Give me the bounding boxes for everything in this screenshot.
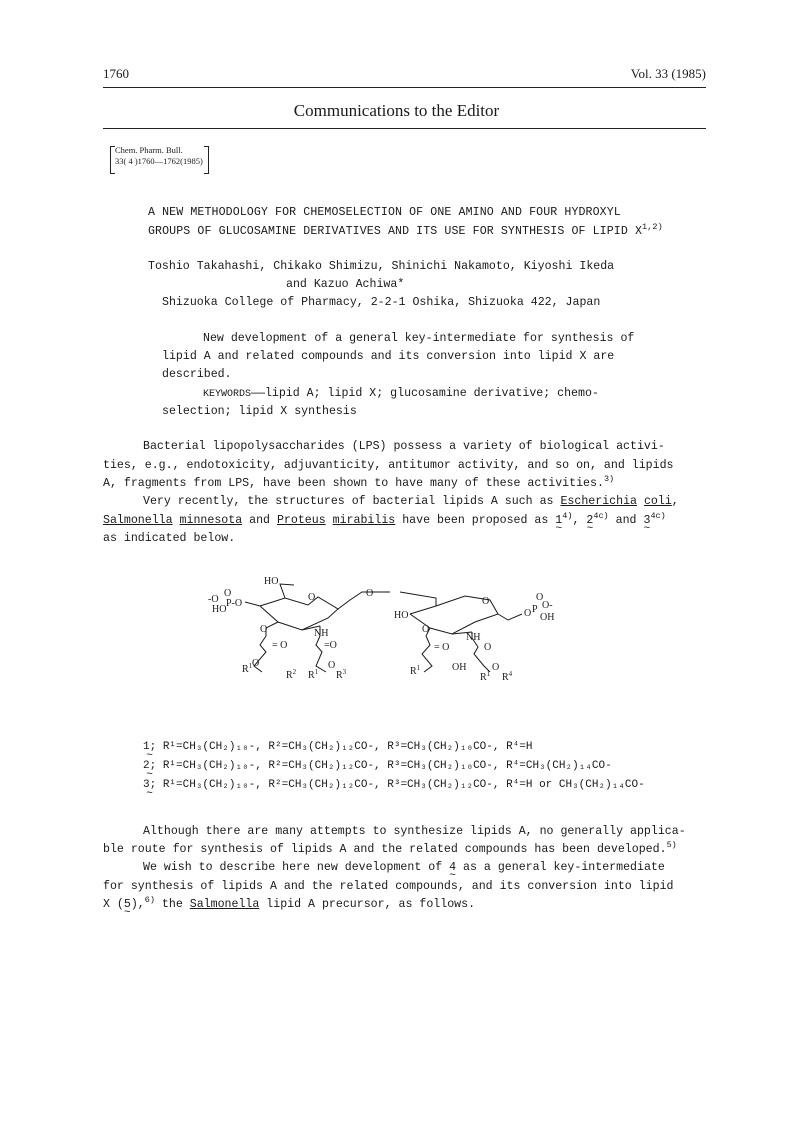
para4-line2: for synthesis of lipids A and the related compounds, and its conversion into lipid xyxy=(103,880,674,893)
compound-1: 1 ~ xyxy=(555,514,562,527)
affiliation: Shizuoka College of Pharmacy, 2-2-1 Oshika, Shizuoka 422, Japan xyxy=(162,296,601,309)
label-oxygen: O xyxy=(524,608,532,619)
compound-def-2 xyxy=(143,760,612,772)
label-r: R xyxy=(410,666,417,677)
citation-journal: Chem. Pharm. Bull. xyxy=(115,145,183,155)
title-ref: 1,2) xyxy=(642,222,663,232)
label-ho: HO xyxy=(212,604,227,615)
comma: , xyxy=(671,495,679,508)
svg-text:R1 xyxy=(308,668,319,681)
label-r: R xyxy=(308,670,315,681)
para3-line1: Although there are many attempts to synthesize lipids A, no generally applica- xyxy=(143,825,686,838)
para2-line3: as indicated below. xyxy=(103,532,236,545)
article-title-line1: A NEW METHODOLOGY FOR CHEMOSELECTION OF ONE AMINO AND FOUR HYDROXYL xyxy=(148,206,621,219)
compound-5: 5 ~ xyxy=(124,898,131,911)
space xyxy=(326,514,333,527)
section-title: Communications to the Editor xyxy=(293,101,500,120)
authors-line2: and Kazuo Achiwa* xyxy=(286,278,405,291)
label-oxygen: O xyxy=(492,662,500,673)
svg-text:R4 xyxy=(502,670,513,682)
label-r: R xyxy=(480,672,487,682)
para1-line2: ties, e.g., endotoxicity, adjuvanticity, antitumor activity, and so on, and lipids xyxy=(103,459,674,472)
keywords-line2: selection; lipid X synthesis xyxy=(162,405,357,418)
keywords-label: KEYWORDS xyxy=(203,389,252,400)
structure-bonds xyxy=(245,584,522,672)
label-sup: 3 xyxy=(342,668,347,676)
label-oxygen: O xyxy=(422,624,430,635)
label-sup: 2 xyxy=(292,668,297,676)
text: ), xyxy=(130,898,145,911)
compound-3: 3 ~ xyxy=(643,514,650,527)
citation-block xyxy=(112,145,206,167)
label-ho: HO xyxy=(264,576,279,587)
compound-formula: R¹=CH₃(CH₂)₁₀-, R²=CH₃(CH₂)₁₂CO-, R³=CH₃(CH₂)₁₂CO-, R⁴=H or CH₃(CH₂)₁₄CO- xyxy=(162,779,645,791)
label-oxide: O- xyxy=(542,600,553,611)
keywords-dash: —— xyxy=(251,387,265,400)
space xyxy=(173,514,180,527)
compound-def-3 xyxy=(143,779,645,791)
para3-ref: 5) xyxy=(666,840,677,850)
label-sup: 4 xyxy=(508,670,513,678)
page-number: 1760 xyxy=(103,66,129,81)
label-oxygen: O xyxy=(252,658,260,669)
label-carbonyl: =O xyxy=(324,640,337,651)
text: the xyxy=(154,898,190,911)
header-rule-top xyxy=(103,87,706,88)
para2-t1: Very recently, the structures of bacterial lipids A such as xyxy=(143,495,561,508)
label-oxygen: O xyxy=(260,624,268,635)
compound-number: 2; ~ xyxy=(143,760,156,772)
para4-line1 xyxy=(143,861,665,874)
abstract-line2: lipid A and related compounds and its conversion into lipid X are xyxy=(162,350,615,363)
genus-escherichia: Escherichia xyxy=(560,495,637,508)
label-oxide: -O xyxy=(208,594,219,605)
para2-line2 xyxy=(103,511,666,527)
text: X ( xyxy=(103,898,124,911)
lipid-a-structure xyxy=(190,572,590,682)
genus-proteus: Proteus xyxy=(276,514,326,527)
bracket-right xyxy=(204,146,209,174)
label-r: R xyxy=(286,670,293,681)
ref-4c: 4c) xyxy=(593,511,609,521)
label-carbonyl: O xyxy=(484,642,492,653)
para3-line2 xyxy=(103,840,677,856)
volume-label: Vol. 33 (1985) xyxy=(630,66,706,81)
ref-4: 4) xyxy=(562,511,573,521)
label-carbonyl: = O xyxy=(272,640,288,651)
compound-2: 2 ~ xyxy=(586,514,593,527)
para1-text: A, fragments from LPS, have been shown to have many of these activities. xyxy=(103,477,604,490)
label-phosphorus: P xyxy=(532,604,538,615)
compound-formula: R¹=CH₃(CH₂)₁₀-, R²=CH₃(CH₂)₁₂CO-, R³=CH₃(CH₂)₁₀CO-, R⁴=CH₃(CH₂)₁₄CO- xyxy=(162,760,612,772)
svg-text:R2 xyxy=(286,668,297,681)
compound-def-1 xyxy=(143,741,532,753)
label-oh: OH xyxy=(452,662,467,673)
authors-line1: Toshio Takahashi, Chikako Shimizu, Shinichi Nakamoto, Kiyoshi Ikeda xyxy=(148,260,615,273)
abstract-line3: described. xyxy=(162,368,232,381)
compound-number: 3; ~ xyxy=(143,779,156,791)
genus-salmonella: Salmonella xyxy=(189,898,260,911)
label-sup: 1 xyxy=(486,670,491,678)
keywords-line1 xyxy=(203,387,599,400)
para3-text: ble route for synthesis of lipids A and the related compounds has been developed. xyxy=(103,843,667,856)
svg-text:R1 xyxy=(410,664,421,677)
text: as a general key-intermediate xyxy=(456,861,665,874)
header-rule-bottom xyxy=(103,128,706,129)
label-sup: 1 xyxy=(248,662,253,670)
keywords-text: lipid A; lipid X; glucosamine derivative; chemo- xyxy=(264,387,599,400)
label-ho: HO xyxy=(394,610,409,621)
space xyxy=(637,495,644,508)
label-oxygen: O xyxy=(328,660,336,671)
genus-salmonella: Salmonella xyxy=(103,514,173,527)
article-title-line2 xyxy=(148,222,663,238)
label-oxygen: O xyxy=(536,592,544,603)
svg-text:R1 xyxy=(480,670,491,682)
citation-ref: 33( 4 )1760—1762(1985) xyxy=(115,156,203,166)
para1-line1: Bacterial lipopolysaccharides (LPS) possess a variety of biological activi- xyxy=(143,440,665,453)
ref-4c: 4c) xyxy=(650,511,666,521)
label-carbonyl: = O xyxy=(434,642,450,653)
label-ring-oxygen: O xyxy=(482,596,490,607)
text: have been proposed as xyxy=(395,514,556,527)
label-r: R xyxy=(336,670,343,681)
para4-line3 xyxy=(103,895,476,911)
text: lipid A precursor, as follows. xyxy=(259,898,476,911)
para2-line1 xyxy=(143,495,679,508)
para1-ref: 3) xyxy=(603,474,615,484)
abstract-line1: New development of a general key-intermediate for synthesis of xyxy=(203,332,635,345)
label-nh: NH xyxy=(466,632,481,643)
label-nh: NH xyxy=(314,628,329,639)
label-sup: 1 xyxy=(314,668,319,676)
compound-4: 4 ~ xyxy=(449,861,456,874)
compound-formula: R¹=CH₃(CH₂)₁₀-, R²=CH₃(CH₂)₁₂CO-, R³=CH₃(CH₂)₁₀CO-, R⁴=H xyxy=(162,741,533,753)
text: and xyxy=(242,514,277,527)
label-ring-oxygen: O xyxy=(308,592,316,603)
label-r: R xyxy=(242,664,249,675)
label-sup: 1 xyxy=(416,664,421,672)
label-r: R xyxy=(502,672,509,682)
species-coli: coli xyxy=(643,495,672,508)
label-phosphate: P-O xyxy=(226,598,243,609)
compound-number: 1; ~ xyxy=(143,741,156,753)
species-mirabilis: mirabilis xyxy=(332,514,396,527)
label-oxygen: O xyxy=(224,588,232,599)
species-minnesota: minnesota xyxy=(179,514,243,527)
label-oh: OH xyxy=(540,612,555,623)
ref-6: 6) xyxy=(144,895,155,905)
text: We wish to describe here new development of xyxy=(143,861,450,874)
label-glycosidic-oxygen: O xyxy=(366,588,374,599)
title-text: GROUPS OF GLUCOSAMINE DERIVATIVES AND ITS USE FOR SYNTHESIS OF LIPID X xyxy=(148,225,643,238)
text: , xyxy=(572,514,587,527)
svg-text:R3 xyxy=(336,668,347,681)
bracket-left xyxy=(110,146,115,174)
para1-line3 xyxy=(103,474,615,490)
text: and xyxy=(608,514,644,527)
